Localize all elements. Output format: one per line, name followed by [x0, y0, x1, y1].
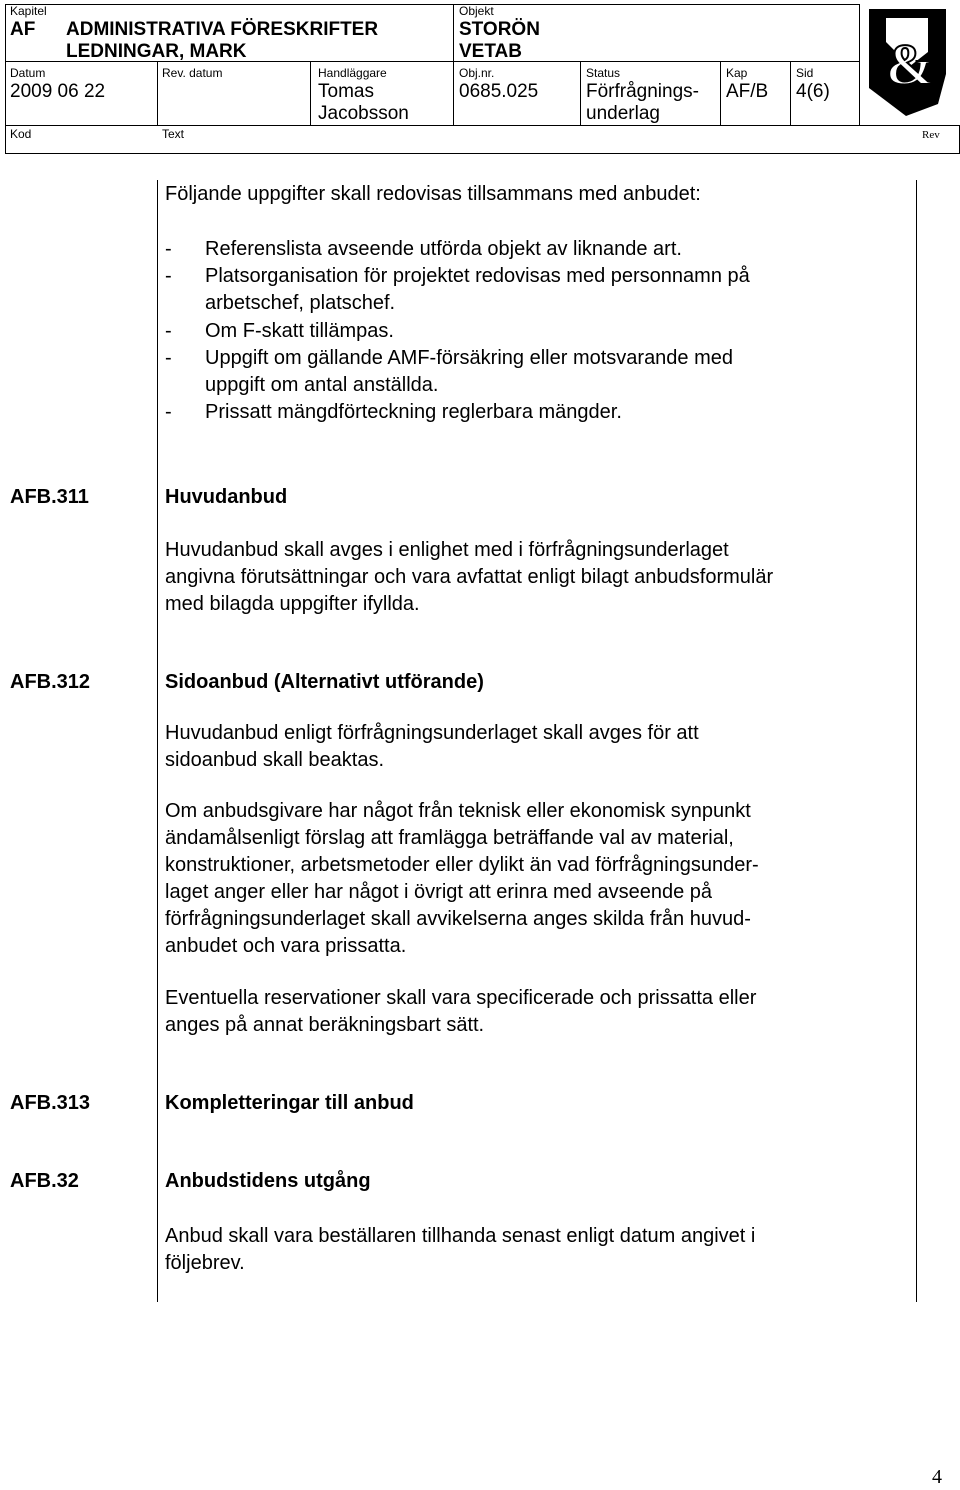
paragraph: [165, 720, 905, 774]
list-item: [165, 399, 925, 426]
handlaggare-label: Handläggare: [318, 66, 387, 80]
paragraph-line: konstruktioner, arbetsmetoder eller dylikt än vad förfrågningsunder-: [165, 854, 759, 876]
paragraph-line: Huvudanbud enligt förfrågningsunderlaget skall avges för att: [165, 722, 699, 744]
objekt-name-2: VETAB: [459, 41, 522, 62]
paragraph-line: med bilagda uppgifter ifyllda.: [165, 593, 420, 615]
objekt-label: Objekt: [459, 4, 494, 18]
paragraph: [165, 1223, 905, 1277]
paragraph: [165, 985, 905, 1039]
sid-value: 4(6): [796, 81, 830, 102]
paragraph-line: anbudet och vara prissatta.: [165, 935, 407, 957]
rev-datum-label: Rev. datum: [162, 66, 223, 80]
objekt-name: STORÖN: [459, 19, 540, 40]
kod-label: Kod: [10, 127, 32, 141]
status-value: Förfrågnings-: [586, 81, 699, 102]
paragraph-line: Om anbudsgivare har något från teknisk eller ekonomisk synpunkt: [165, 800, 751, 822]
list-item-text: Platsorganisation för projektet redovisas med personnamn på: [205, 265, 750, 287]
list-item-text: uppgift om antal anställda.: [205, 374, 439, 396]
list-item-text: Referenslista avseende utförda objekt av liknande art.: [205, 238, 682, 260]
paragraph-line: följebrev.: [165, 1252, 245, 1274]
kapitel-label: Kapitel: [10, 4, 47, 18]
list-dash: -: [165, 347, 172, 369]
handlaggare-name: Tomas: [318, 81, 374, 102]
text-column-rule: [157, 180, 158, 1302]
handlaggare-surname: Jacobsson: [318, 103, 409, 124]
document-title: ADMINISTRATIVA FÖRESKRIFTER: [66, 19, 379, 40]
status-value-2: underlag: [586, 103, 660, 124]
intro-text: Följande uppgifter skall redovisas tillsammans med anbudet:: [165, 183, 701, 205]
objnr-label: Obj.nr.: [459, 66, 495, 80]
sid-label: Sid: [796, 66, 814, 80]
paragraph: [165, 798, 905, 960]
objnr-value: 0685.025: [459, 81, 539, 102]
list-item: [165, 236, 925, 263]
section-heading: Anbudstidens utgång: [165, 1170, 371, 1192]
paragraph: [165, 537, 905, 618]
kapitel-value: AF: [10, 19, 36, 40]
list-dash: -: [165, 265, 172, 287]
list-item: [165, 263, 925, 317]
rev-label: Rev: [922, 129, 940, 141]
paragraph-line: anges på annat beräkningsbart sätt.: [165, 1014, 485, 1036]
section-heading: Huvudanbud: [165, 486, 288, 508]
text-label: Text: [162, 127, 185, 141]
section-code: AFB.32: [10, 1170, 79, 1192]
document-subtitle: LEDNINGAR, MARK: [66, 41, 247, 62]
section-code: AFB.313: [10, 1092, 91, 1114]
list-dash: -: [165, 320, 172, 342]
paragraph-line: sidoanbud skall beaktas.: [165, 749, 385, 771]
list-item-text: Om F-skatt tillämpas.: [205, 320, 394, 342]
kap-label: Kap: [726, 66, 748, 80]
section-code: AFB.311: [10, 486, 89, 508]
datum-label: Datum: [10, 66, 46, 80]
datum-value: 2009 06 22: [10, 81, 106, 102]
company-logo: [866, 6, 954, 118]
svg-text:&: &: [885, 32, 935, 97]
paragraph-line: ändamålsenligt förslag att framlägga beträffande val av material,: [165, 827, 734, 849]
section-code: AFB.312: [10, 671, 91, 693]
kap-value: AF/B: [726, 81, 769, 102]
list-item-text: Uppgift om gällande AMF-försäkring eller motsvarande med: [205, 347, 734, 369]
list-item: [165, 345, 925, 399]
paragraph-line: laget anger eller har något i övrigt att erinra med avseende på: [165, 881, 713, 903]
paragraph-line: angivna förutsättningar och vara avfattat enligt bilagt anbudsformulär: [165, 566, 774, 588]
paragraph-line: förfrågningsunderlaget skall avvikelserna anges skilda från huvud-: [165, 908, 751, 930]
paragraph-line: Huvudanbud skall avges i enlighet med i förfrågningsunderlaget: [165, 539, 729, 561]
list-item-text: Prissatt mängdförteckning reglerbara mängder.: [205, 401, 622, 423]
list-item: [165, 318, 925, 345]
section-heading: Sidoanbud (Alternativt utförande): [165, 671, 484, 693]
section-heading: Kompletteringar till anbud: [165, 1092, 414, 1114]
list-item-text: arbetschef, platschef.: [205, 292, 396, 314]
list-dash: -: [165, 401, 172, 423]
paragraph-line: Eventuella reservationer skall vara specificerade och prissatta eller: [165, 987, 757, 1009]
paragraph-line: Anbud skall vara beställaren tillhanda senast enligt datum angivet i: [165, 1225, 756, 1247]
status-label: Status: [586, 66, 621, 80]
page-number: 4: [932, 1466, 942, 1488]
list-dash: -: [165, 238, 172, 260]
